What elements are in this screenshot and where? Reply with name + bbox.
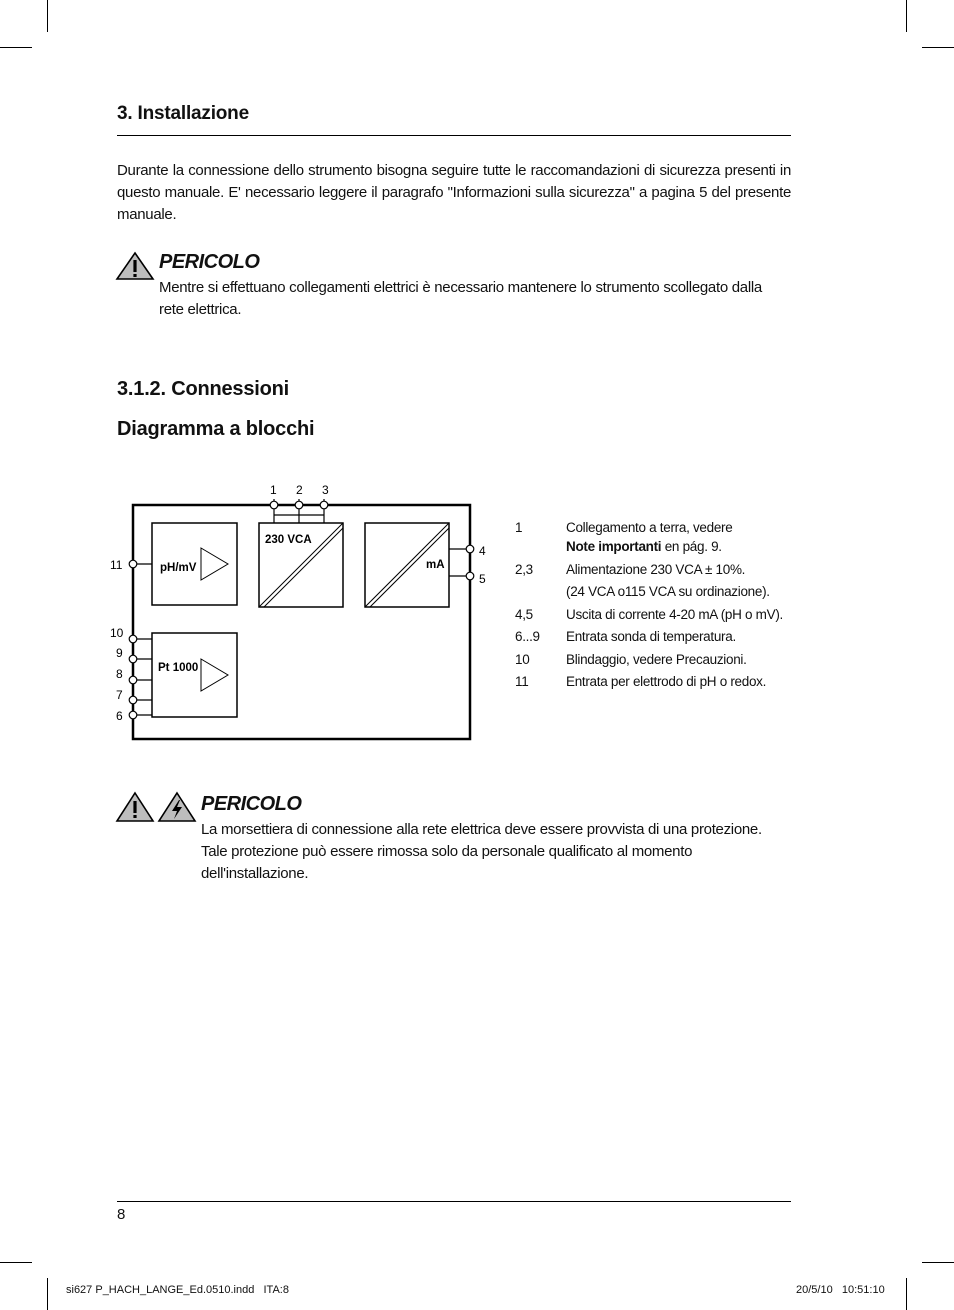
crop-mark (47, 1278, 48, 1310)
print-timestamp: 20/5/10 10:51:10 (796, 1284, 885, 1296)
legend-text: Uscita di corrente 4-20 mA (pH o mV). (566, 607, 783, 622)
crop-mark (906, 0, 907, 32)
file-info: si627 P_HACH_LANGE_Ed.0510.indd ITA:8 (66, 1284, 289, 1296)
crop-mark (0, 47, 32, 48)
footer-rule (117, 1201, 791, 1202)
legend-text: Blindaggio, vedere Precauzioni. (566, 652, 747, 667)
terminal-4 (466, 545, 474, 553)
intro-paragraph: Durante la connessione dello strumento bisogna seguire tutte le raccomandazioni di sicurezza presenti in questo manuale. E' necessario leggere il paragrafo "Informazioni sulla sicurezza" a pagina 5 del presente manuale. (117, 162, 791, 223)
legend-text: Alimentazione 230 VCA ± 10%. (566, 562, 746, 577)
warning-text: La morsettiera di connessione alla rete elettrica deve essere provvista di una protezione. Tale protezione può essere rimossa solo da personale qualificato al momento dell'installazione. (201, 821, 762, 882)
terminal-label-8: 8 (116, 667, 123, 681)
terminal-7 (129, 696, 137, 704)
terminal-label-2: 2 (296, 483, 303, 497)
terminal-label-10: 10 (110, 626, 124, 640)
legend-number: 2,3 (515, 562, 533, 577)
terminal-label-1: 1 (270, 483, 277, 497)
legend-text: Collegamento a terra, vedere (566, 520, 733, 535)
ph-block-label: pH/mV (160, 562, 197, 574)
legend-number: 11 (515, 674, 529, 689)
terminal-6 (129, 711, 137, 719)
terminal-2 (295, 501, 303, 509)
diagram-heading: Diagramma a blocchi (117, 418, 315, 440)
terminal-5 (466, 572, 474, 580)
legend-number: 1 (515, 520, 523, 535)
pt1000-block-label: Pt 1000 (158, 662, 199, 674)
terminal-1 (270, 501, 278, 509)
terminal-10 (129, 635, 137, 643)
warning-triangle-icon (115, 791, 155, 823)
crop-mark (0, 1262, 32, 1263)
terminal-label-11: 11 (110, 558, 123, 572)
ma-block-label: mA (426, 559, 445, 571)
terminal-3 (320, 501, 328, 509)
crop-mark (922, 47, 954, 48)
terminal-11 (129, 560, 137, 568)
section-heading: 3. Installazione (117, 103, 249, 124)
terminal-label-5: 5 (479, 572, 486, 586)
legend-text: en pág. 9. (661, 539, 722, 554)
terminal-8 (129, 676, 137, 684)
crop-mark (922, 1262, 954, 1263)
terminal-label-3: 3 (322, 483, 329, 497)
warning-title: PERICOLO (201, 793, 302, 815)
terminal-label-9: 9 (116, 646, 123, 660)
crop-mark (906, 1278, 907, 1310)
warning-triangle-icon (115, 251, 155, 281)
power-block-label: 230 VCA (265, 534, 312, 546)
electrical-hazard-icon (157, 791, 197, 823)
legend-text: Entrata sonda di temperatura. (566, 629, 736, 644)
legend-text: (24 VCA o115 VCA su ordinazione). (566, 584, 770, 599)
legend-number: 6...9 (515, 629, 540, 644)
legend-bold-text: Note importanti (566, 539, 662, 554)
subsection-heading: 3.1.2. Connessioni (117, 378, 290, 400)
heading-rule (117, 135, 791, 136)
legend-number: 4,5 (515, 607, 533, 622)
terminal-label-4: 4 (479, 544, 486, 558)
terminal-9 (129, 655, 137, 663)
terminal-label-6: 6 (116, 709, 123, 723)
legend-number: 10 (515, 652, 530, 667)
page-number: 8 (117, 1206, 126, 1223)
legend-text: Entrata per elettrodo di pH o redox. (566, 674, 767, 689)
warning-text: Mentre si effettuano collegamenti elettrici è necessario mantenere lo strumento scollegato dalla rete elettrica. (159, 279, 762, 318)
terminal-label-7: 7 (116, 688, 123, 702)
block-diagram (100, 475, 500, 755)
crop-mark (47, 0, 48, 32)
warning-title: PERICOLO (159, 251, 260, 273)
